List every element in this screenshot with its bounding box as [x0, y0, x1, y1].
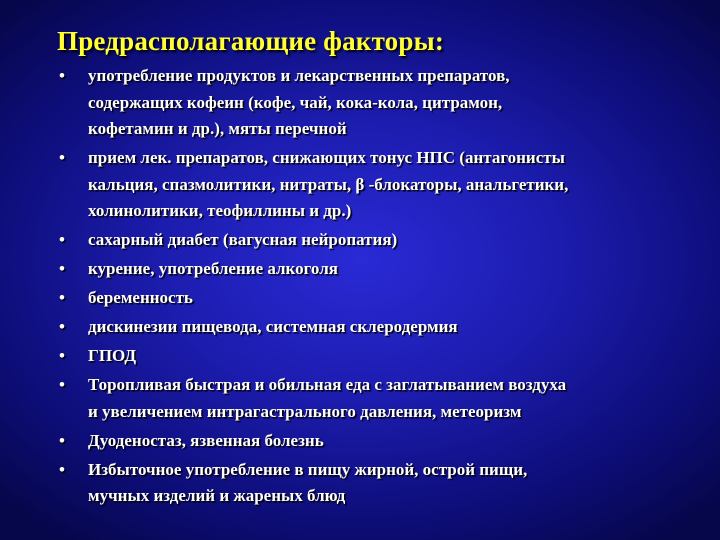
list-item — [59, 63, 679, 143]
list-item — [59, 314, 679, 341]
list-item — [59, 285, 679, 312]
list-item-line: употребление продуктов и лекарственных препаратов, — [88, 66, 510, 85]
list-item-line: прием лек. препаратов, снижающих тонус НПС (антагонисты — [88, 148, 565, 167]
list-item-line: кальция, спазмолитики, нитраты, β -блокаторы, анальгетики, — [88, 174, 569, 194]
bullet-icon: • — [59, 430, 65, 450]
list-item — [59, 457, 679, 510]
list-item-line: Избыточное употребление в пищу жирной, острой пищи, — [88, 459, 528, 479]
bullet-icon: • — [59, 459, 65, 479]
list-item — [59, 145, 679, 225]
factor-list — [59, 63, 679, 512]
list-item — [59, 372, 679, 425]
list-item-line: ГПОД — [88, 346, 137, 365]
bullet-icon: • — [59, 288, 65, 307]
list-item-line: содержащих кофеин (кофе, чай, кока-кола, цитрамон, — [88, 92, 503, 112]
bullet-icon: • — [59, 375, 65, 394]
list-item — [59, 227, 679, 254]
bullet-icon: • — [59, 346, 65, 365]
list-item-line: сахарный диабет (вагусная нейропатия) — [88, 230, 398, 249]
bullet-icon: • — [59, 66, 65, 85]
list-item-line: курение, употребление алкоголя — [88, 259, 338, 278]
bullet-icon: • — [59, 259, 65, 278]
slide-title: Предрасполагающие факторы: — [57, 26, 445, 56]
list-item-line: Дуоденостаз, язвенная болезнь — [88, 430, 324, 450]
list-item — [59, 343, 679, 370]
list-item-line: дискинезии пищевода, системная склеродермия — [88, 317, 458, 336]
list-item-line: мучных изделий и жареных блюд — [88, 486, 346, 505]
list-item-line: кофетамин и др.), мяты перечной — [88, 119, 347, 138]
list-item-line: беременность — [88, 288, 193, 307]
bullet-icon: • — [59, 317, 65, 336]
list-item-line: Торопливая быстрая и обильная еда с заглатыванием воздуха — [88, 375, 567, 394]
bullet-icon: • — [59, 230, 65, 249]
list-item — [59, 256, 679, 283]
list-item — [59, 428, 679, 455]
list-item-line: и увеличением интрагастрального давления, метеоризм — [88, 401, 522, 421]
list-item-line: холинолитики, теофиллины и др.) — [88, 201, 352, 220]
bullet-icon: • — [59, 148, 65, 167]
